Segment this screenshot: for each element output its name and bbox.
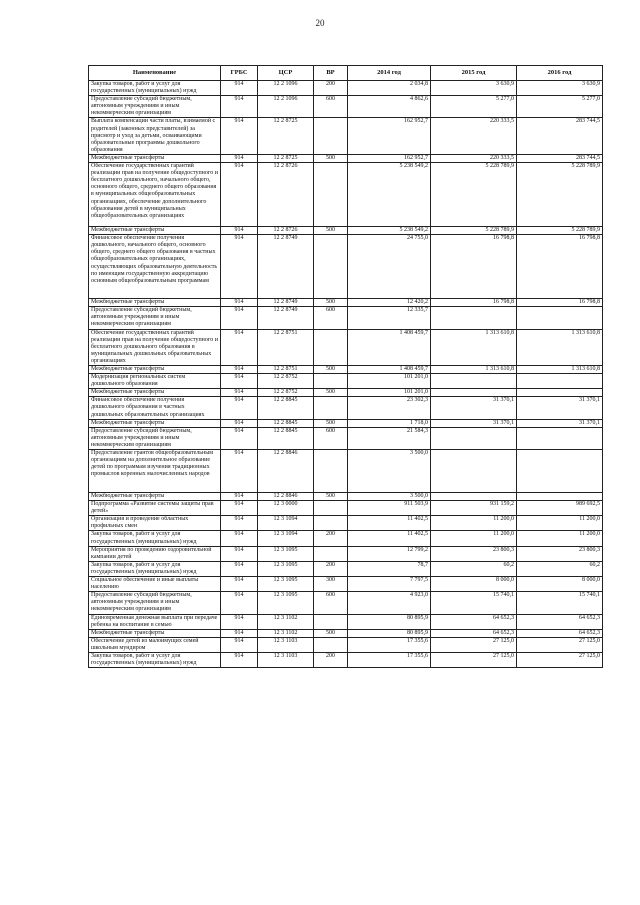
cell-2014: 3 500,0 xyxy=(348,493,431,501)
cell-name: Межбюджетные трансферты xyxy=(89,493,221,501)
header-2015: 2015 год xyxy=(431,66,517,81)
table-row xyxy=(89,516,603,531)
cell-2015 xyxy=(431,450,517,493)
cell-2014: 911 503,9 xyxy=(348,501,431,516)
cell-2015: 15 740,1 xyxy=(431,592,517,614)
cell-2014: 101 201,0 xyxy=(348,389,431,397)
cell-2016: 27 125,0 xyxy=(517,637,603,652)
cell-csr: 12 3 0000 xyxy=(258,501,314,516)
cell-2014: 1 408 459,7 xyxy=(348,365,431,373)
cell-csr: 12 3 1103 xyxy=(258,652,314,667)
cell-2014: 5 238 549,2 xyxy=(348,227,431,235)
cell-2015: 3 630,9 xyxy=(431,81,517,96)
cell-name: Предоставление грантов общеобразовательным организациям на дополнительное образование детей по программам изучения традиционных промыслов коренных малочисленных народов xyxy=(89,450,221,493)
cell-2015: 8 000,0 xyxy=(431,577,517,592)
header-grbs: ГРБС xyxy=(221,66,258,81)
table-row xyxy=(89,652,603,667)
cell-2014: 4 923,0 xyxy=(348,592,431,614)
cell-grbs: 914 xyxy=(221,450,258,493)
cell-csr: 12 3 1095 xyxy=(258,561,314,576)
cell-vr xyxy=(314,450,348,493)
cell-2015 xyxy=(431,307,517,329)
cell-2014: 17 355,6 xyxy=(348,637,431,652)
cell-vr: 200 xyxy=(314,652,348,667)
cell-2014: 80 895,9 xyxy=(348,614,431,629)
cell-csr: 12 2 8845 xyxy=(258,397,314,419)
cell-csr: 12 3 1103 xyxy=(258,637,314,652)
cell-vr: 200 xyxy=(314,561,348,576)
page-number: 20 xyxy=(315,18,325,28)
cell-name: Межбюджетные трансферты xyxy=(89,227,221,235)
table-row xyxy=(89,227,603,235)
cell-grbs: 914 xyxy=(221,81,258,96)
cell-vr xyxy=(314,163,348,227)
table-row xyxy=(89,389,603,397)
cell-2015 xyxy=(431,389,517,397)
cell-vr: 500 xyxy=(314,629,348,637)
cell-grbs: 914 xyxy=(221,614,258,629)
cell-grbs: 914 xyxy=(221,493,258,501)
table-row xyxy=(89,307,603,329)
cell-name: Межбюджетные трансферты xyxy=(89,629,221,637)
cell-2014: 12 420,2 xyxy=(348,299,431,307)
cell-2016: 16 798,8 xyxy=(517,299,603,307)
cell-name: Обеспечение детей из малоимущих семей школьным мундиром xyxy=(89,637,221,652)
cell-2015: 220 333,5 xyxy=(431,154,517,162)
table-row xyxy=(89,629,603,637)
cell-grbs: 914 xyxy=(221,163,258,227)
cell-2016 xyxy=(517,307,603,329)
cell-csr: 12 2 8751 xyxy=(258,329,314,365)
cell-csr: 12 2 8845 xyxy=(258,419,314,427)
cell-2015: 31 370,1 xyxy=(431,419,517,427)
cell-2014: 11 402,5 xyxy=(348,531,431,546)
cell-grbs: 914 xyxy=(221,577,258,592)
table-row xyxy=(89,299,603,307)
cell-2015: 23 800,3 xyxy=(431,546,517,561)
cell-csr: 12 3 1102 xyxy=(258,614,314,629)
cell-2016: 283 744,5 xyxy=(517,154,603,162)
cell-name: Предоставление субсидий бюджетным, автономным учреждениям и иным некоммерческим организациям xyxy=(89,96,221,118)
table-row xyxy=(89,614,603,629)
cell-grbs: 914 xyxy=(221,299,258,307)
table-row xyxy=(89,419,603,427)
cell-grbs: 914 xyxy=(221,227,258,235)
cell-2016 xyxy=(517,493,603,501)
cell-2014: 12 799,2 xyxy=(348,546,431,561)
cell-2014: 162 952,7 xyxy=(348,118,431,154)
cell-name: Мероприятия по проведению оздоровительной кампании детей xyxy=(89,546,221,561)
cell-2016: 3 630,9 xyxy=(517,81,603,96)
cell-vr: 600 xyxy=(314,307,348,329)
cell-csr: 12 3 1094 xyxy=(258,516,314,531)
cell-vr: 500 xyxy=(314,389,348,397)
cell-vr xyxy=(314,118,348,154)
cell-vr: 600 xyxy=(314,592,348,614)
table-row xyxy=(89,561,603,576)
cell-grbs: 914 xyxy=(221,307,258,329)
cell-grbs: 914 xyxy=(221,427,258,449)
cell-2016: 989 692,5 xyxy=(517,501,603,516)
cell-2016: 11 200,0 xyxy=(517,516,603,531)
cell-2014: 1 718,0 xyxy=(348,419,431,427)
cell-2015 xyxy=(431,427,517,449)
cell-2016: 23 800,3 xyxy=(517,546,603,561)
cell-2016: 31 370,1 xyxy=(517,419,603,427)
cell-2016: 27 125,0 xyxy=(517,652,603,667)
cell-2016: 64 652,3 xyxy=(517,614,603,629)
cell-2015: 5 228 789,9 xyxy=(431,163,517,227)
cell-csr: 12 2 8845 xyxy=(258,427,314,449)
cell-2016: 8 000,0 xyxy=(517,577,603,592)
cell-grbs: 914 xyxy=(221,561,258,576)
cell-2014: 101 201,0 xyxy=(348,374,431,389)
cell-2014: 11 402,5 xyxy=(348,516,431,531)
cell-name: Закупка товаров, работ и услуг для государственных (муниципальных) нужд xyxy=(89,81,221,96)
cell-2015: 931 159,2 xyxy=(431,501,517,516)
cell-csr: 12 3 1094 xyxy=(258,531,314,546)
cell-2016: 11 200,0 xyxy=(517,531,603,546)
cell-2015: 5 277,0 xyxy=(431,96,517,118)
header-2016: 2016 год xyxy=(517,66,603,81)
table-row xyxy=(89,427,603,449)
cell-grbs: 914 xyxy=(221,389,258,397)
cell-vr xyxy=(314,516,348,531)
cell-name: Финансовое обеспечение получения дошкольного образования в частных дошкольных образовательных организациях xyxy=(89,397,221,419)
cell-name: Предоставление субсидий бюджетным, автономным учреждениям и иным некоммерческим организациям xyxy=(89,427,221,449)
cell-2015: 60,2 xyxy=(431,561,517,576)
cell-2016 xyxy=(517,389,603,397)
cell-vr: 500 xyxy=(314,227,348,235)
cell-grbs: 914 xyxy=(221,592,258,614)
cell-2015 xyxy=(431,493,517,501)
cell-csr: 12 2 1096 xyxy=(258,96,314,118)
cell-2015: 1 313 610,8 xyxy=(431,329,517,365)
cell-2015: 11 200,0 xyxy=(431,531,517,546)
table-row xyxy=(89,493,603,501)
table-row xyxy=(89,329,603,365)
cell-csr: 12 3 1095 xyxy=(258,592,314,614)
cell-csr: 12 3 1095 xyxy=(258,546,314,561)
cell-csr: 12 2 8749 xyxy=(258,307,314,329)
cell-2014: 17 355,6 xyxy=(348,652,431,667)
table-body xyxy=(89,81,603,668)
table-row xyxy=(89,592,603,614)
cell-vr: 500 xyxy=(314,365,348,373)
table-row xyxy=(89,235,603,299)
cell-2015: 16 798,8 xyxy=(431,299,517,307)
cell-name: Обеспечение государственных гарантий реализации прав на получение общедоступного и бесплатного дошкольного образования в муниципальных дошкольных образовательных организациях xyxy=(89,329,221,365)
cell-grbs: 914 xyxy=(221,374,258,389)
cell-2014: 162 952,7 xyxy=(348,154,431,162)
table-row xyxy=(89,397,603,419)
cell-2014: 21 584,3 xyxy=(348,427,431,449)
cell-2016 xyxy=(517,374,603,389)
cell-2016: 16 798,8 xyxy=(517,235,603,299)
cell-name: Закупка товаров, работ и услуг для государственных (муниципальных) нужд xyxy=(89,531,221,546)
cell-grbs: 914 xyxy=(221,652,258,667)
cell-name: Единовременная денежная выплата при передаче ребенка на воспитание в семью xyxy=(89,614,221,629)
cell-2014: 80 895,9 xyxy=(348,629,431,637)
cell-2016: 15 740,1 xyxy=(517,592,603,614)
cell-2016: 5 228 789,9 xyxy=(517,227,603,235)
cell-grbs: 914 xyxy=(221,629,258,637)
cell-2014: 78,7 xyxy=(348,561,431,576)
cell-2014: 5 238 549,2 xyxy=(348,163,431,227)
table-row xyxy=(89,546,603,561)
cell-csr: 12 2 8846 xyxy=(258,493,314,501)
cell-2014: 3 500,0 xyxy=(348,450,431,493)
cell-2014: 24 755,0 xyxy=(348,235,431,299)
cell-vr: 600 xyxy=(314,96,348,118)
table-header-row xyxy=(89,66,603,81)
cell-vr xyxy=(314,329,348,365)
cell-csr: 12 2 8749 xyxy=(258,299,314,307)
cell-csr: 12 2 8846 xyxy=(258,450,314,493)
cell-name: Обеспечение государственных гарантий реализации прав на получение общедоступного и бесплатного дошкольного, начального общего, основного общего, среднего общего образования в муниципальных общеобразовательных организациях, обеспечение дополнительного образования детей в муниципальных общеобразовательных организациях xyxy=(89,163,221,227)
cell-2016: 1 313 610,8 xyxy=(517,365,603,373)
cell-name: Выплата компенсации части платы, взимаемой с родителей (законных представителей) за присмотр и уход за детьми, осваивающими образовательные программы дошкольного образования xyxy=(89,118,221,154)
cell-2016: 31 370,1 xyxy=(517,397,603,419)
cell-2015: 220 333,5 xyxy=(431,118,517,154)
cell-name: Закупка товаров, работ и услуг для государственных (муниципальных) нужд xyxy=(89,561,221,576)
cell-vr xyxy=(314,235,348,299)
cell-name: Межбюджетные трансферты xyxy=(89,154,221,162)
table-row xyxy=(89,637,603,652)
cell-grbs: 914 xyxy=(221,516,258,531)
cell-csr: 12 3 1102 xyxy=(258,629,314,637)
table-row xyxy=(89,577,603,592)
cell-csr: 12 2 8751 xyxy=(258,365,314,373)
table-row xyxy=(89,163,603,227)
cell-csr: 12 3 1095 xyxy=(258,577,314,592)
cell-csr: 12 2 8752 xyxy=(258,389,314,397)
cell-name: Закупка товаров, работ и услуг для государственных (муниципальных) нужд xyxy=(89,652,221,667)
cell-2016: 283 744,5 xyxy=(517,118,603,154)
cell-2014: 12 335,7 xyxy=(348,307,431,329)
table-row xyxy=(89,81,603,96)
cell-csr: 12 2 8749 xyxy=(258,235,314,299)
cell-2016: 1 313 610,8 xyxy=(517,329,603,365)
cell-2014: 4 862,6 xyxy=(348,96,431,118)
cell-2014: 1 408 459,7 xyxy=(348,329,431,365)
cell-grbs: 914 xyxy=(221,501,258,516)
cell-2015: 16 798,8 xyxy=(431,235,517,299)
cell-name: Межбюджетные трансферты xyxy=(89,365,221,373)
cell-name: Межбюджетные трансферты xyxy=(89,419,221,427)
cell-vr xyxy=(314,637,348,652)
cell-2016: 64 652,3 xyxy=(517,629,603,637)
cell-name: Межбюджетные трансферты xyxy=(89,389,221,397)
cell-vr xyxy=(314,397,348,419)
cell-name: Предоставление субсидий бюджетным, автономным учреждениям и иным некоммерческим организациям xyxy=(89,592,221,614)
cell-2016 xyxy=(517,450,603,493)
table-row xyxy=(89,118,603,154)
cell-grbs: 914 xyxy=(221,546,258,561)
cell-vr: 600 xyxy=(314,427,348,449)
cell-vr: 500 xyxy=(314,419,348,427)
cell-grbs: 914 xyxy=(221,118,258,154)
table-row xyxy=(89,365,603,373)
header-csr: ЦСР xyxy=(258,66,314,81)
cell-2014: 23 302,3 xyxy=(348,397,431,419)
cell-name: Предоставление субсидий бюджетным, автономным учреждениям и иным некоммерческим организациям xyxy=(89,307,221,329)
cell-grbs: 914 xyxy=(221,329,258,365)
table-row xyxy=(89,374,603,389)
cell-2015: 27 125,0 xyxy=(431,652,517,667)
cell-grbs: 914 xyxy=(221,637,258,652)
table-row xyxy=(89,154,603,162)
header-name: Наименование xyxy=(89,66,221,81)
cell-vr xyxy=(314,546,348,561)
cell-2015: 64 652,3 xyxy=(431,614,517,629)
cell-grbs: 914 xyxy=(221,397,258,419)
cell-csr: 12 2 1096 xyxy=(258,81,314,96)
cell-csr: 12 2 8726 xyxy=(258,163,314,227)
cell-2015: 64 652,3 xyxy=(431,629,517,637)
cell-vr xyxy=(314,501,348,516)
cell-name: Межбюджетные трансферты xyxy=(89,299,221,307)
cell-grbs: 914 xyxy=(221,235,258,299)
cell-2015: 27 125,0 xyxy=(431,637,517,652)
cell-2016: 5 228 789,9 xyxy=(517,163,603,227)
header-2014: 2014 год xyxy=(348,66,431,81)
cell-name: Модернизация региональных систем дошкольного образования xyxy=(89,374,221,389)
cell-2016 xyxy=(517,427,603,449)
table-row xyxy=(89,501,603,516)
cell-vr xyxy=(314,614,348,629)
cell-name: Подпрограмма «Развитие системы защиты прав детей» xyxy=(89,501,221,516)
cell-vr: 500 xyxy=(314,493,348,501)
cell-2015: 5 228 789,9 xyxy=(431,227,517,235)
cell-2015: 11 200,0 xyxy=(431,516,517,531)
cell-2016: 60,2 xyxy=(517,561,603,576)
cell-vr: 200 xyxy=(314,81,348,96)
cell-csr: 12 2 8725 xyxy=(258,154,314,162)
cell-grbs: 914 xyxy=(221,531,258,546)
cell-grbs: 914 xyxy=(221,154,258,162)
budget-table xyxy=(88,65,603,668)
cell-name: Финансовое обеспечение получения дошкольного, начального общего, основного общего, среднего общего образования в частных общеобразовательных организациях, осуществляющих образовательную деятельность по имеющим государственную аккредитацию основным общеобразовательным программам xyxy=(89,235,221,299)
table-row xyxy=(89,450,603,493)
cell-csr: 12 2 8752 xyxy=(258,374,314,389)
table-row xyxy=(89,96,603,118)
cell-grbs: 914 xyxy=(221,96,258,118)
cell-csr: 12 2 8726 xyxy=(258,227,314,235)
cell-vr: 300 xyxy=(314,577,348,592)
cell-grbs: 914 xyxy=(221,419,258,427)
cell-name: Организация и проведение областных профильных смен xyxy=(89,516,221,531)
cell-grbs: 914 xyxy=(221,365,258,373)
table-row xyxy=(89,531,603,546)
cell-2015: 1 313 610,8 xyxy=(431,365,517,373)
cell-2014: 7 797,5 xyxy=(348,577,431,592)
cell-vr: 500 xyxy=(314,299,348,307)
cell-vr: 200 xyxy=(314,531,348,546)
cell-2014: 2 034,8 xyxy=(348,81,431,96)
cell-2015 xyxy=(431,374,517,389)
cell-name: Социальное обеспечение и иные выплаты населению xyxy=(89,577,221,592)
cell-csr: 12 2 8725 xyxy=(258,118,314,154)
cell-vr xyxy=(314,374,348,389)
cell-2015: 31 370,1 xyxy=(431,397,517,419)
header-vr: ВР xyxy=(314,66,348,81)
cell-2016: 5 277,0 xyxy=(517,96,603,118)
cell-vr: 500 xyxy=(314,154,348,162)
